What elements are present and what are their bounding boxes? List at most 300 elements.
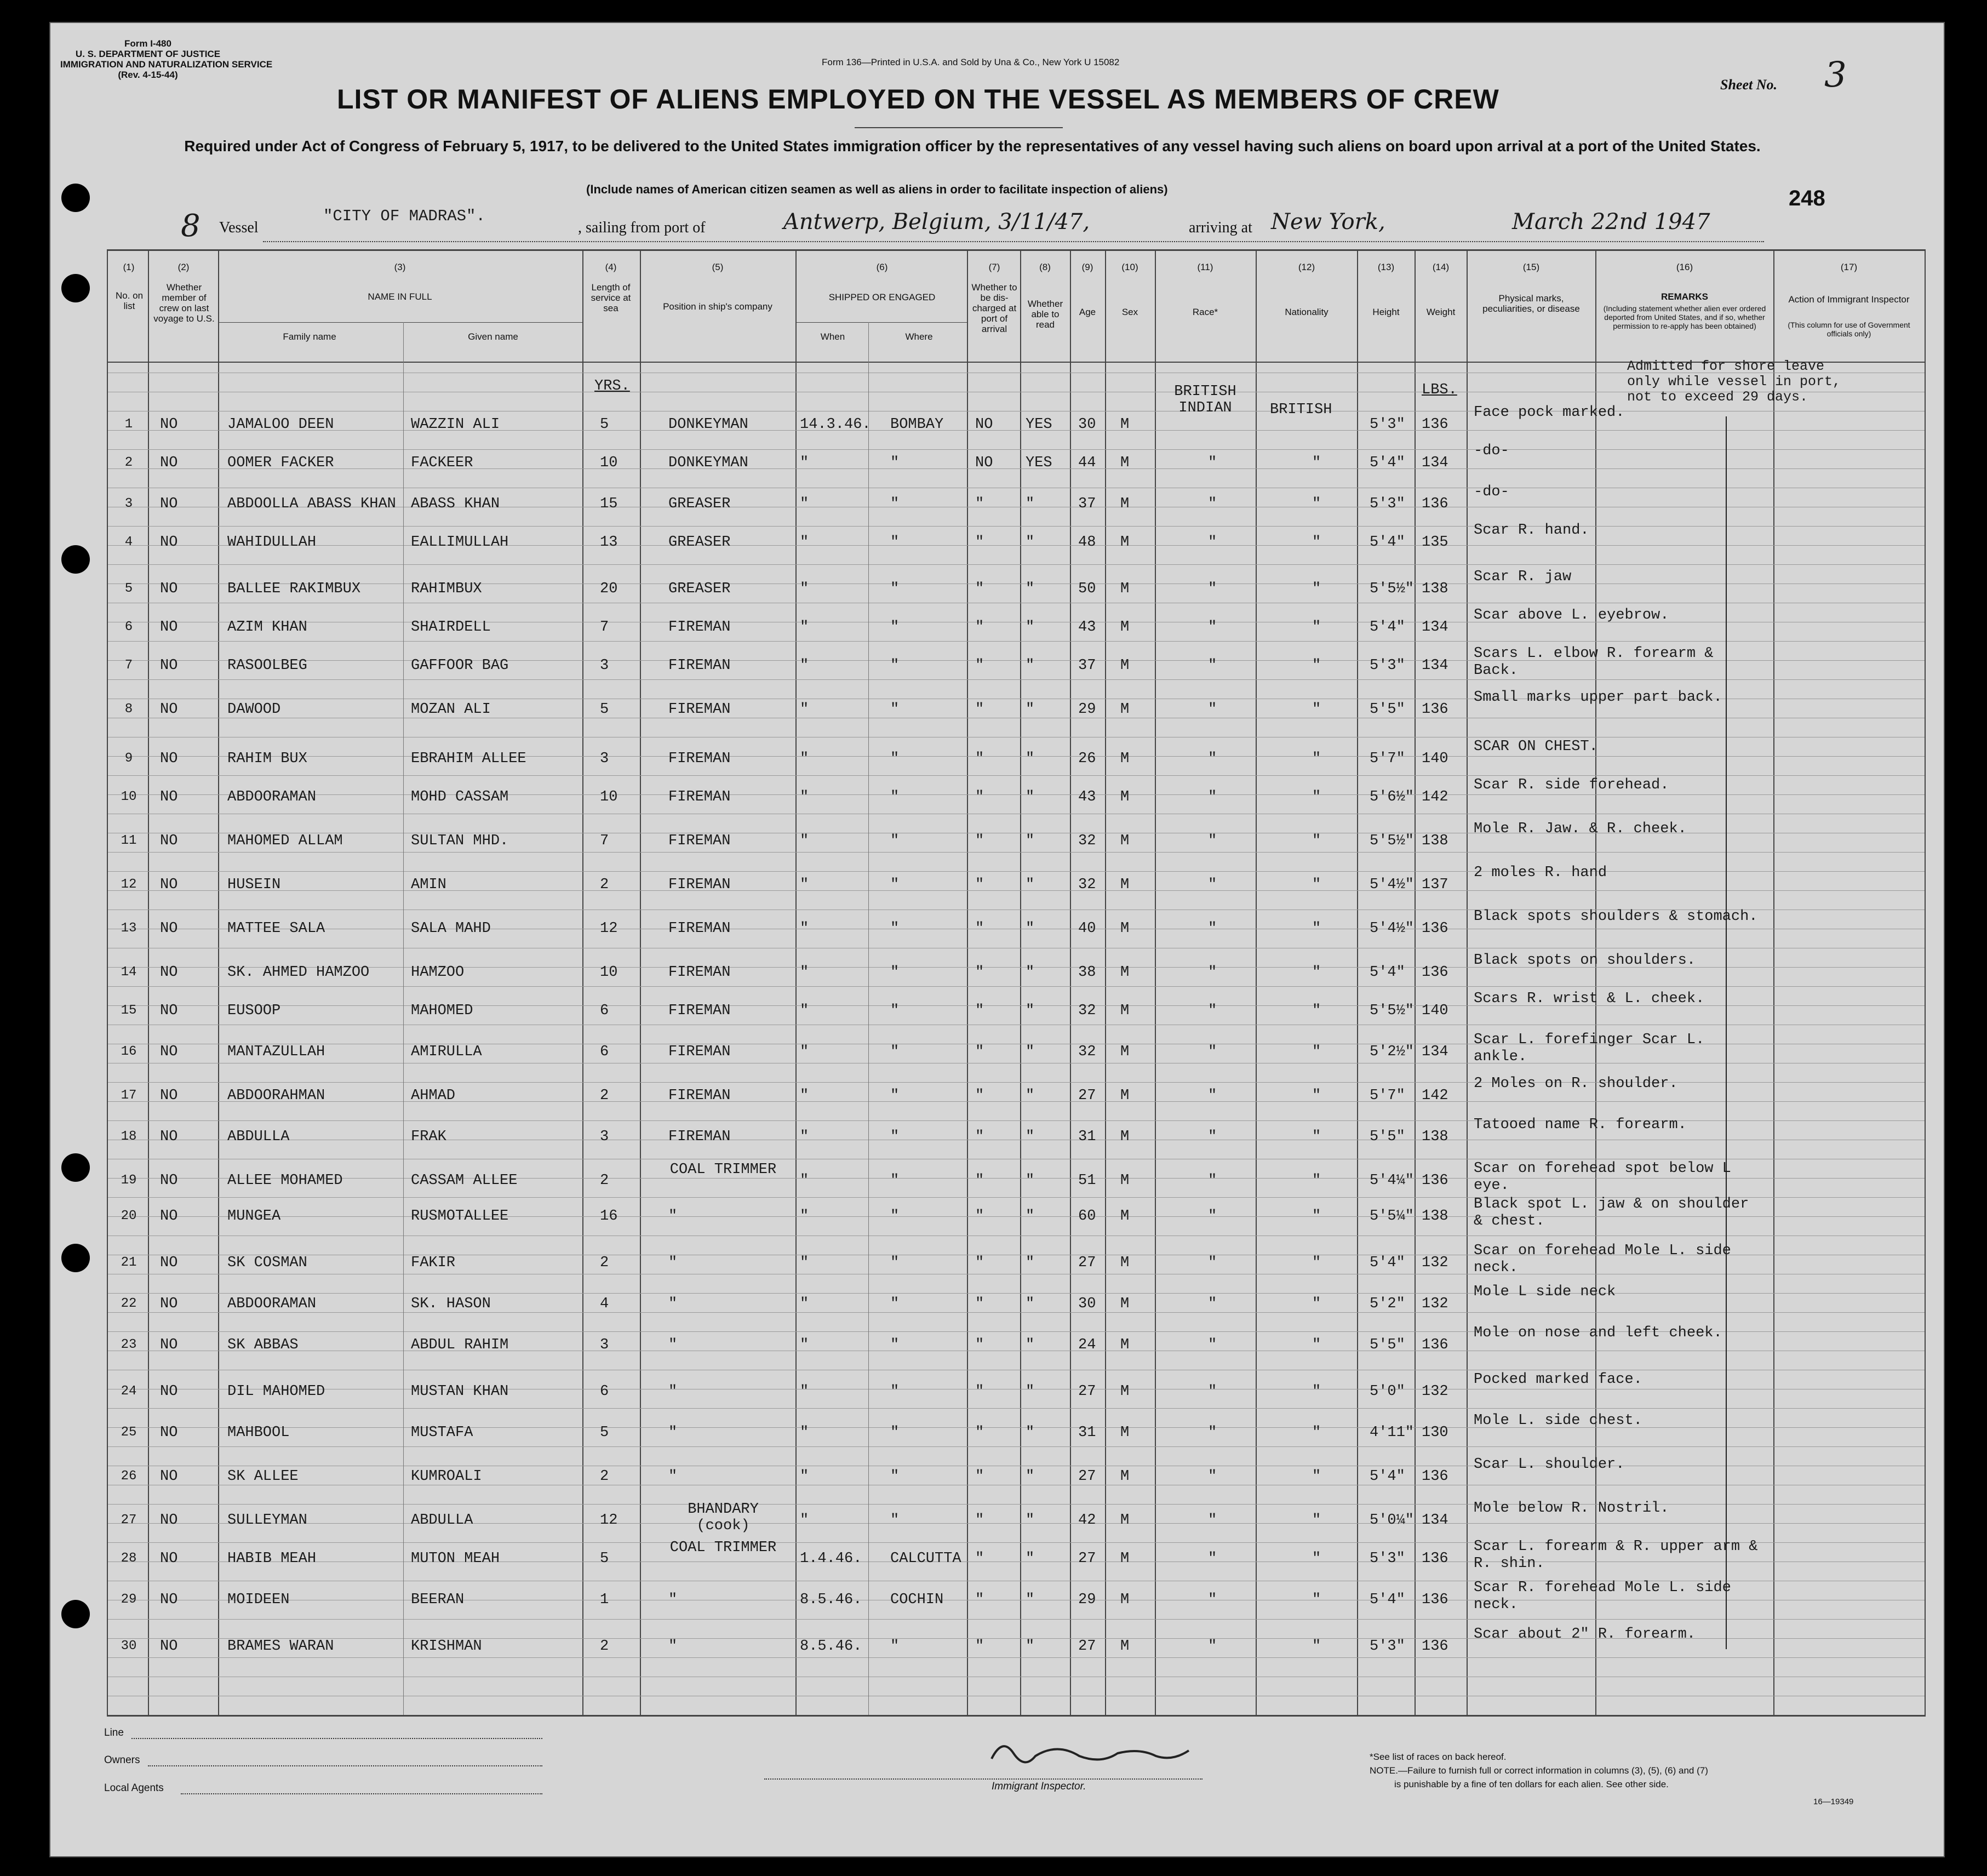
sex: M [1120, 1208, 1130, 1225]
inspector-signature-line [764, 1778, 1202, 1780]
shipped-when: " [800, 1425, 809, 1441]
position: GREASER [668, 496, 731, 512]
weight: 132 [1422, 1255, 1448, 1271]
nationality: " [1312, 833, 1321, 849]
col9-number: (9) [1081, 262, 1093, 272]
family-name: MAHOMED ALLAM [227, 833, 343, 849]
age: 29 [1078, 1592, 1096, 1608]
discharged: " [975, 833, 984, 849]
previous-voyage: NO [160, 496, 178, 512]
previous-voyage: NO [160, 1383, 178, 1400]
nationality: " [1312, 1129, 1321, 1145]
nationality: " [1312, 1425, 1321, 1441]
able-to-read: " [1026, 701, 1035, 718]
form-code: 16—19349 [1813, 1797, 1854, 1806]
service-years: 13 [600, 534, 618, 551]
discharged: " [975, 964, 984, 981]
service-years: 3 [600, 1337, 609, 1353]
col11-label: Race* [1192, 307, 1218, 317]
service-years: 5 [600, 1551, 609, 1567]
position: FIREMAN [668, 1088, 731, 1104]
family-name-header: Family name [283, 331, 336, 342]
shipped-where: " [890, 833, 900, 849]
discharged: " [975, 1044, 984, 1060]
family-name: ABDULLA [227, 1129, 290, 1145]
previous-voyage: NO [160, 751, 178, 767]
sex: M [1120, 964, 1130, 981]
row-number: 28 [121, 1551, 137, 1566]
footer-agents-dots [181, 1793, 542, 1794]
sex: M [1120, 455, 1130, 471]
position: FIREMAN [668, 657, 731, 674]
physical-marks: Mole L. side chest. [1474, 1412, 1642, 1429]
age: 48 [1078, 534, 1096, 551]
family-name: RAHIM BUX [227, 751, 307, 767]
nationality: " [1312, 1512, 1321, 1529]
shipped-when: 8.5.46. [800, 1638, 862, 1655]
family-name: RASOOLBEG [227, 657, 307, 674]
grid-line [108, 986, 1925, 987]
service-years: 6 [600, 1044, 609, 1060]
height: 5'3" [1370, 1551, 1405, 1567]
race: " [1208, 920, 1217, 937]
age: 30 [1078, 416, 1096, 433]
family-name: MANTAZULLAH [227, 1044, 325, 1060]
height: 5'7" [1370, 751, 1405, 767]
discharged: " [975, 1512, 984, 1529]
col17-number: (17) [1840, 262, 1858, 272]
col12-number: (12) [1298, 262, 1315, 272]
family-name: SK. AHMED HAMZOO [227, 964, 370, 981]
sex: M [1120, 1551, 1130, 1567]
shipped-where: " [890, 789, 900, 805]
family-name: MAHBOOL [227, 1425, 290, 1441]
given-name: ABDUL RAHIM [411, 1337, 509, 1353]
physical-marks: Scar L. shoulder. [1474, 1456, 1625, 1473]
age: 27 [1078, 1551, 1096, 1567]
grid-line [108, 641, 1925, 642]
col14-label: Weight [1426, 307, 1456, 317]
age: 31 [1078, 1425, 1096, 1441]
previous-voyage: NO [160, 619, 178, 636]
column-rule [148, 249, 149, 1715]
given-name: CASSAM ALLEE [411, 1172, 518, 1189]
position: " [668, 1425, 678, 1441]
position: GREASER [668, 534, 731, 551]
grid-line [108, 545, 1925, 546]
punch-hole [61, 184, 90, 212]
row-number: 21 [121, 1255, 137, 1270]
shipped-where: COCHIN [890, 1592, 944, 1608]
row-number: 29 [121, 1592, 137, 1607]
height: 5'5" [1370, 1129, 1405, 1145]
fine-note: is punishable by a fine of ten dollars for each alien. See other side. [1394, 1779, 1669, 1789]
nationality: " [1312, 789, 1321, 805]
row-number: 4 [124, 535, 133, 550]
col3-label: NAME IN FULL [368, 291, 432, 302]
weight: 136 [1422, 1468, 1448, 1485]
grid-line [108, 1657, 1925, 1658]
weight: 136 [1422, 496, 1448, 512]
given-name: AHMAD [411, 1088, 456, 1104]
row-number: 11 [121, 833, 137, 848]
height: 5'3" [1370, 496, 1405, 512]
column-rule [1256, 249, 1257, 1715]
given-name: FAKIR [411, 1255, 456, 1271]
col14-number: (14) [1432, 262, 1450, 272]
nationality: " [1312, 1208, 1321, 1225]
physical-marks: Black spot L. jaw & on shoulder & chest. [1474, 1196, 1749, 1229]
race: " [1208, 701, 1217, 718]
height: 5'3" [1370, 1638, 1405, 1655]
punch-hole [61, 545, 90, 574]
row-number: 20 [121, 1209, 137, 1223]
weight: 138 [1422, 833, 1448, 849]
weight: 130 [1422, 1425, 1448, 1441]
sex: M [1120, 877, 1130, 893]
shipped-where: " [890, 1003, 900, 1019]
discharged: " [975, 877, 984, 893]
shipped-when: 1.4.46. [800, 1551, 862, 1567]
col2-number: (2) [177, 262, 190, 272]
given-name: SALA MAHD [411, 920, 491, 937]
col4-label: Length of service at sea [591, 282, 631, 313]
position: " [668, 1638, 678, 1655]
sex: M [1120, 1003, 1130, 1019]
sheet-number: 3 [1824, 55, 1847, 95]
sex: M [1120, 1129, 1130, 1145]
weight: 136 [1422, 701, 1448, 718]
age: 29 [1078, 701, 1096, 718]
physical-marks: -do- [1474, 443, 1509, 459]
row-number: 25 [121, 1425, 137, 1440]
service-years: 2 [600, 1638, 609, 1655]
row-number: 18 [121, 1129, 137, 1144]
height: 5'5" [1370, 1337, 1405, 1353]
grid-line [108, 468, 1925, 469]
col2-label: Whether member of crew on last voyage to U.S. [153, 282, 215, 324]
shipped-where: " [890, 1208, 900, 1225]
service-years: 6 [600, 1003, 609, 1019]
age: 51 [1078, 1172, 1096, 1189]
service-years: 5 [600, 701, 609, 718]
sex: M [1120, 1337, 1130, 1353]
race: " [1208, 877, 1217, 893]
given-name: MUSTAN KHAN [411, 1383, 509, 1400]
nationality: " [1312, 1638, 1321, 1655]
shipped-where: " [890, 701, 900, 718]
able-to-read: " [1026, 1337, 1035, 1353]
col10-label: Sex [1121, 307, 1138, 317]
shipped-where: " [890, 1512, 900, 1529]
sex: M [1120, 1172, 1130, 1189]
family-name: WAHIDULLAH [227, 534, 317, 551]
col7-number: (7) [988, 262, 1000, 272]
position: " [668, 1337, 678, 1353]
height: 5'5" [1370, 701, 1405, 718]
nationality: " [1312, 1003, 1321, 1019]
race: " [1208, 1383, 1217, 1400]
check-mark: 8 [181, 208, 201, 244]
row-number: 1 [124, 417, 133, 432]
physical-marks: Mole L side neck [1474, 1284, 1616, 1300]
race: " [1208, 1468, 1217, 1485]
physical-marks: -do- [1474, 484, 1509, 500]
previous-voyage: NO [160, 789, 178, 805]
position: COAL TRIMMER [669, 1162, 777, 1178]
able-to-read: " [1026, 1172, 1035, 1189]
able-to-read: " [1026, 581, 1035, 597]
service-years: 10 [600, 789, 618, 805]
position: FIREMAN [668, 964, 731, 981]
shipped-when: " [800, 496, 809, 512]
physical-marks: Scar R. side forehead. [1474, 777, 1669, 793]
col9-label: Age [1079, 307, 1096, 317]
sex: M [1120, 657, 1130, 674]
family-name: ABDOORAHMAN [227, 1088, 325, 1104]
shipped-where: " [890, 1088, 900, 1104]
family-name: OOMER FACKER [227, 455, 334, 471]
height: 5'0" [1370, 1383, 1405, 1400]
race: " [1208, 751, 1217, 767]
row-number: 15 [121, 1003, 137, 1018]
position: FIREMAN [668, 619, 731, 636]
given-name: ABDULLA [411, 1512, 473, 1529]
able-to-read: " [1026, 1551, 1035, 1567]
table-left-rule [107, 249, 108, 1717]
row-number: 22 [121, 1296, 137, 1311]
row-number: 12 [121, 877, 137, 892]
height: 5'5½" [1370, 833, 1415, 849]
able-to-read: YES [1026, 455, 1052, 471]
position: DONKEYMAN [668, 455, 748, 471]
race: " [1208, 1044, 1217, 1060]
title-rule [855, 127, 1063, 128]
weight: 136 [1422, 964, 1448, 981]
able-to-read: " [1026, 964, 1035, 981]
discharged: " [975, 657, 984, 674]
previous-voyage: NO [160, 1172, 178, 1189]
service-years: 1 [600, 1592, 609, 1608]
col5-number: (5) [712, 262, 724, 272]
discharged: " [975, 920, 984, 937]
shipped-where: " [890, 1296, 900, 1312]
able-to-read: " [1026, 1383, 1035, 1400]
sailing-label: , sailing from port of [578, 219, 706, 236]
arriving-label: arriving at [1189, 219, 1252, 236]
discharged: " [975, 496, 984, 512]
col16-number: (16) [1676, 262, 1693, 272]
given-name: RUSMOTALLEE [411, 1208, 509, 1225]
height: 5'4" [1370, 964, 1405, 981]
able-to-read: " [1026, 1296, 1035, 1312]
row-number: 26 [121, 1469, 137, 1484]
previous-voyage: NO [160, 920, 178, 937]
shipped-when: " [800, 1255, 809, 1271]
service-years: 7 [600, 833, 609, 849]
row-number: 10 [121, 790, 137, 804]
column-rule [1070, 249, 1071, 1715]
discharged: " [975, 1255, 984, 1271]
able-to-read: " [1026, 1208, 1035, 1225]
age: 27 [1078, 1468, 1096, 1485]
age: 24 [1078, 1337, 1096, 1353]
given-name: GAFFOOR BAG [411, 657, 509, 674]
discharged: " [975, 1296, 984, 1312]
sex: M [1120, 1512, 1130, 1529]
height: 5'7" [1370, 1088, 1405, 1104]
nationality: " [1312, 1468, 1321, 1485]
race: " [1208, 1255, 1217, 1271]
weight: 140 [1422, 751, 1448, 767]
table-top-rule [107, 249, 1926, 251]
race: " [1208, 1088, 1217, 1104]
position: GREASER [668, 581, 731, 597]
service-years: 3 [600, 751, 609, 767]
shipped-where: " [890, 1383, 900, 1400]
shipped-when: " [800, 833, 809, 849]
service-years: 10 [600, 964, 618, 981]
grid-line [108, 775, 1925, 776]
sex: M [1120, 496, 1130, 512]
given-name: AMIRULLA [411, 1044, 482, 1060]
nationality: " [1312, 1337, 1321, 1353]
given-name: BEERAN [411, 1592, 465, 1608]
col16-note: (Including statement whether alien ever ordered deported from United States, and if so, whether permission to re-apply has been obtained) [1603, 304, 1766, 330]
row-number: 23 [121, 1337, 137, 1352]
physical-marks: Tatooed name R. forearm. [1474, 1117, 1687, 1133]
col16-label: REMARKS [1661, 291, 1708, 302]
shipped-where: " [890, 1172, 900, 1189]
previous-voyage: NO [160, 1337, 178, 1353]
age: 37 [1078, 657, 1096, 674]
age: 32 [1078, 1044, 1096, 1060]
discharged: " [975, 581, 984, 597]
row-number: 9 [124, 751, 133, 766]
height: 5'2" [1370, 1296, 1405, 1312]
weight: 138 [1422, 1208, 1448, 1225]
physical-marks: SCAR ON CHEST. [1474, 739, 1598, 755]
shipped-where: " [890, 581, 900, 597]
footer-owners-label: Owners [104, 1754, 140, 1766]
row-number: 27 [121, 1513, 137, 1528]
grid-line [108, 1408, 1925, 1409]
discharged: " [975, 789, 984, 805]
age: 43 [1078, 789, 1096, 805]
inspector-label: Immigrant Inspector. [992, 1781, 1086, 1792]
grid-line [108, 1523, 1925, 1524]
discharged: " [975, 1551, 984, 1567]
column-rule [1595, 249, 1596, 1715]
age: 27 [1078, 1255, 1096, 1271]
col12-label: Nationality [1285, 307, 1329, 317]
shipped-when: " [800, 1512, 809, 1529]
previous-voyage: NO [160, 1592, 178, 1608]
race: " [1208, 1129, 1217, 1145]
discharged: " [975, 619, 984, 636]
height: 5'4" [1370, 1255, 1405, 1271]
service-years: 2 [600, 1172, 609, 1189]
shipped-where: BOMBAY [890, 416, 944, 433]
family-name: HABIB MEAH [227, 1551, 317, 1567]
punch-hole [61, 1244, 90, 1272]
column-rule [640, 249, 641, 1715]
race: " [1208, 1003, 1217, 1019]
physical-marks: Face pock marked. [1474, 404, 1625, 421]
given-name: MOHD CASSAM [411, 789, 509, 805]
shipped-when: " [800, 1044, 809, 1060]
nationality: " [1312, 1044, 1321, 1060]
given-name: ABASS KHAN [411, 496, 500, 512]
weight: 138 [1422, 1129, 1448, 1145]
nationality: " [1312, 701, 1321, 718]
shipped-when: " [800, 657, 809, 674]
able-to-read: " [1026, 657, 1035, 674]
sex: M [1120, 1383, 1130, 1400]
name-subheader-rule [218, 322, 582, 323]
grid-line [108, 1101, 1925, 1102]
race: " [1208, 1638, 1217, 1655]
column-rule [582, 249, 583, 1715]
sex: M [1120, 619, 1130, 636]
height: 5'5¼" [1370, 1208, 1415, 1225]
position: FIREMAN [668, 877, 731, 893]
family-name: BRAMES WARAN [227, 1638, 334, 1655]
previous-voyage: NO [160, 1425, 178, 1441]
physical-marks: Scar R. hand. [1474, 522, 1589, 539]
sex: M [1120, 416, 1130, 433]
row-number: 5 [124, 581, 133, 596]
previous-voyage: NO [160, 1551, 178, 1567]
age: 32 [1078, 877, 1096, 893]
sex: M [1120, 1296, 1130, 1312]
family-name: EUSOOP [227, 1003, 281, 1019]
previous-voyage: NO [160, 534, 178, 551]
position: FIREMAN [668, 1044, 731, 1060]
given-name: FRAK [411, 1129, 446, 1145]
shipped-when: " [800, 964, 809, 981]
row-number: 7 [124, 658, 133, 673]
sex: M [1120, 833, 1130, 849]
previous-voyage: NO [160, 1638, 178, 1655]
able-to-read: " [1026, 1592, 1035, 1608]
col15-number: (15) [1522, 262, 1540, 272]
service-years: 5 [600, 1425, 609, 1441]
family-name: SK ABBAS [227, 1337, 299, 1353]
table-bottom-rule [107, 1715, 1926, 1717]
position: FIREMAN [668, 751, 731, 767]
shipped-where: " [890, 657, 900, 674]
weight: 134 [1422, 455, 1448, 471]
given-name: RAHIMBUX [411, 581, 482, 597]
family-name: ABDOOLLA ABASS KHAN [227, 496, 396, 512]
sex: M [1120, 581, 1130, 597]
service-years: 10 [600, 455, 618, 471]
grid-line [108, 1619, 1925, 1620]
vessel-label: Vessel [219, 219, 259, 236]
discharged: " [975, 751, 984, 767]
weight: 136 [1422, 1337, 1448, 1353]
race: " [1208, 1172, 1217, 1189]
weight: 142 [1422, 1088, 1448, 1104]
height: 5'4" [1370, 1468, 1405, 1485]
weight: 137 [1422, 877, 1448, 893]
nationality: " [1312, 964, 1321, 981]
weight: 132 [1422, 1296, 1448, 1312]
weight: 136 [1422, 1592, 1448, 1608]
physical-marks: Scars R. wrist & L. cheek. [1474, 991, 1705, 1007]
grid-line [108, 1446, 1925, 1447]
